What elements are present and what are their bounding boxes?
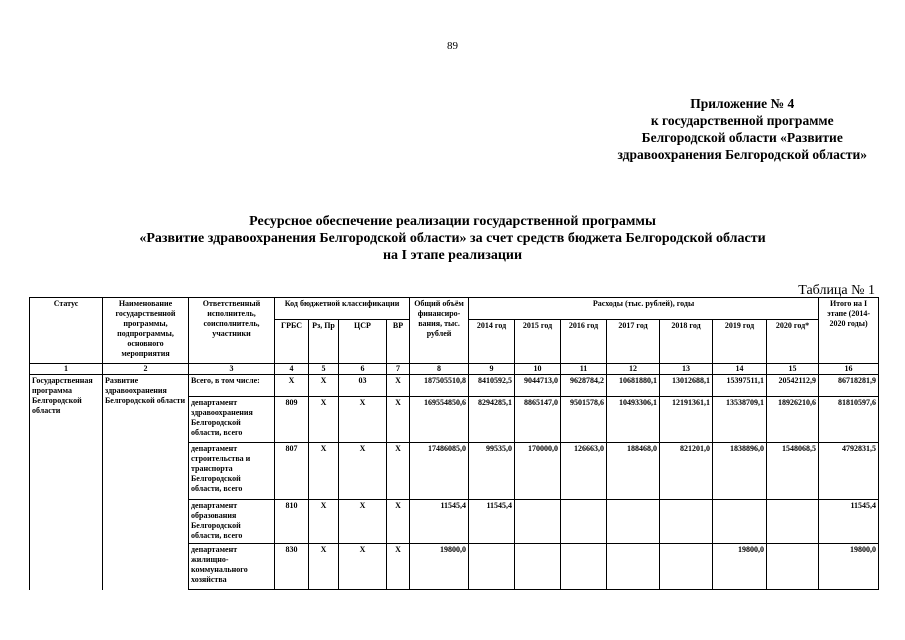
column-number: 7 [387, 364, 410, 375]
year-2014-cell: 11545,4 [469, 500, 515, 544]
column-number: 8 [410, 364, 469, 375]
year-2020-cell [767, 544, 819, 590]
year-2016-cell: 9501578,6 [561, 397, 607, 443]
year-2015-cell: 8865147,0 [515, 397, 561, 443]
column-number: 1 [30, 364, 103, 375]
header-grbs: ГРБС [275, 320, 309, 364]
year-2017-cell: 10681880,1 [607, 375, 660, 397]
rz-cell: X [309, 500, 339, 544]
column-number: 12 [607, 364, 660, 375]
resource-table [29, 297, 879, 590]
csr-cell: X [339, 544, 387, 590]
header-vr: ВР [387, 320, 410, 364]
header-year-2014: 2014 год [469, 320, 515, 364]
header-year-2015: 2015 год [515, 320, 561, 364]
year-2020-cell: 20542112,9 [767, 375, 819, 397]
stage-total-cell: 11545,4 [819, 500, 879, 544]
column-number: 5 [309, 364, 339, 375]
column-number: 4 [275, 364, 309, 375]
year-2014-cell: 8294285,1 [469, 397, 515, 443]
year-2019-cell: 13538709,1 [713, 397, 767, 443]
program-name-cell: Развитие здравоохранения Белгородской области [103, 375, 189, 590]
appendix-caption [617, 95, 867, 163]
year-2017-cell: 10493306,1 [607, 397, 660, 443]
year-2015-cell [515, 544, 561, 590]
column-number: 16 [819, 364, 879, 375]
year-2017-cell [607, 544, 660, 590]
year-2016-cell: 9628784,2 [561, 375, 607, 397]
vr-cell: X [387, 500, 410, 544]
header-executor: Ответственный исполнитель, соисполнитель, участники [189, 298, 275, 364]
rz-cell: X [309, 375, 339, 397]
total-cell: 187505510,8 [410, 375, 469, 397]
year-2014-cell: 99535,0 [469, 443, 515, 500]
executor-cell: департамент здравоохранения Белгородской области, всего [189, 397, 275, 443]
total-cell: 19800,0 [410, 544, 469, 590]
total-cell: 11545,4 [410, 500, 469, 544]
rz-cell: X [309, 397, 339, 443]
grbs-cell: 830 [275, 544, 309, 590]
year-2019-cell: 15397511,1 [713, 375, 767, 397]
column-number: 9 [469, 364, 515, 375]
appendix-line: к государственной программе [650, 113, 834, 128]
page-number: 89 [447, 40, 458, 52]
rz-cell: X [309, 443, 339, 500]
appendix-line: Белгородской области «Развитие [641, 130, 843, 145]
year-2020-cell: 1548068,5 [767, 443, 819, 500]
grbs-cell: 810 [275, 500, 309, 544]
executor-cell: департамент строительства и транспорта Белгородской области, всего [189, 443, 275, 500]
title-line: «Развитие здравоохранения Белгородской области» за счет средств бюджета Белгородской области [139, 231, 766, 246]
year-2018-cell: 12191361,1 [660, 397, 713, 443]
header-stage-total: Итого на I этапе (2014-2020 годы) [819, 298, 879, 364]
header-expenses: Расходы (тыс. рублей), годы [469, 298, 819, 320]
header-year-2019: 2019 год [713, 320, 767, 364]
year-2016-cell [561, 544, 607, 590]
stage-total-cell: 81810597,6 [819, 397, 879, 443]
header-budget-code: Код бюджетной классификации [275, 298, 410, 320]
header-total: Общий объём финансиро-вания, тыс. рублей [410, 298, 469, 364]
vr-cell: X [387, 544, 410, 590]
csr-cell: X [339, 443, 387, 500]
year-2018-cell [660, 544, 713, 590]
year-2016-cell [561, 500, 607, 544]
table-label: Таблица № 1 [798, 283, 875, 298]
vr-cell: X [387, 443, 410, 500]
year-2015-cell: 170000,0 [515, 443, 561, 500]
year-2019-cell: 19800,0 [713, 544, 767, 590]
header-row [30, 298, 879, 320]
year-2015-cell [515, 500, 561, 544]
executor-cell: Всего, в том числе: [189, 375, 275, 397]
executor-cell: департамент жилищно-коммунального хозяйства [189, 544, 275, 590]
column-number-row [30, 364, 879, 375]
executor-cell: департамент образования Белгородской области, всего [189, 500, 275, 544]
stage-total-cell: 19800,0 [819, 544, 879, 590]
header-name: Наименование государственной программы, подпрограммы, основного мероприятия [103, 298, 189, 364]
year-2020-cell: 18926210,6 [767, 397, 819, 443]
column-number: 11 [561, 364, 607, 375]
csr-cell: X [339, 397, 387, 443]
appendix-line: Приложение № 4 [690, 96, 795, 111]
column-number: 2 [103, 364, 189, 375]
year-2018-cell [660, 500, 713, 544]
grbs-cell: 809 [275, 397, 309, 443]
year-2017-cell: 188468,0 [607, 443, 660, 500]
year-2018-cell: 13012688,1 [660, 375, 713, 397]
column-number: 13 [660, 364, 713, 375]
appendix-line: здравоохранения Белгородской области» [617, 147, 867, 162]
header-year-2018: 2018 год [660, 320, 713, 364]
grbs-cell: 807 [275, 443, 309, 500]
vr-cell: X [387, 375, 410, 397]
title-line: на I этапе реализации [382, 248, 523, 263]
column-number: 10 [515, 364, 561, 375]
vr-cell: X [387, 397, 410, 443]
grbs-cell: X [275, 375, 309, 397]
column-number: 15 [767, 364, 819, 375]
header-status: Статус [30, 298, 103, 364]
csr-cell: X [339, 500, 387, 544]
column-number: 6 [339, 364, 387, 375]
year-2014-cell [469, 544, 515, 590]
column-number: 14 [713, 364, 767, 375]
year-2014-cell: 8410592,5 [469, 375, 515, 397]
rz-cell: X [309, 544, 339, 590]
status-cell: Государственная программа Белгородской области [30, 375, 103, 590]
year-2019-cell [713, 500, 767, 544]
document-title [0, 213, 905, 264]
csr-cell: 03 [339, 375, 387, 397]
year-2018-cell: 821201,0 [660, 443, 713, 500]
stage-total-cell: 4792831,5 [819, 443, 879, 500]
year-2020-cell [767, 500, 819, 544]
year-2016-cell: 126663,0 [561, 443, 607, 500]
header-year-2020: 2020 год* [767, 320, 819, 364]
table-row [30, 375, 879, 397]
title-line: Ресурсное обеспечение реализации государственной программы [249, 214, 656, 229]
stage-total-cell: 86718281,9 [819, 375, 879, 397]
header-year-2016: 2016 год [561, 320, 607, 364]
header-rz: Рз, Пр [309, 320, 339, 364]
column-number: 3 [189, 364, 275, 375]
header-csr: ЦСР [339, 320, 387, 364]
header-year-2017: 2017 год [607, 320, 660, 364]
total-cell: 17486085,0 [410, 443, 469, 500]
year-2015-cell: 9044713,0 [515, 375, 561, 397]
year-2017-cell [607, 500, 660, 544]
year-2019-cell: 1838896,0 [713, 443, 767, 500]
total-cell: 169554850,6 [410, 397, 469, 443]
